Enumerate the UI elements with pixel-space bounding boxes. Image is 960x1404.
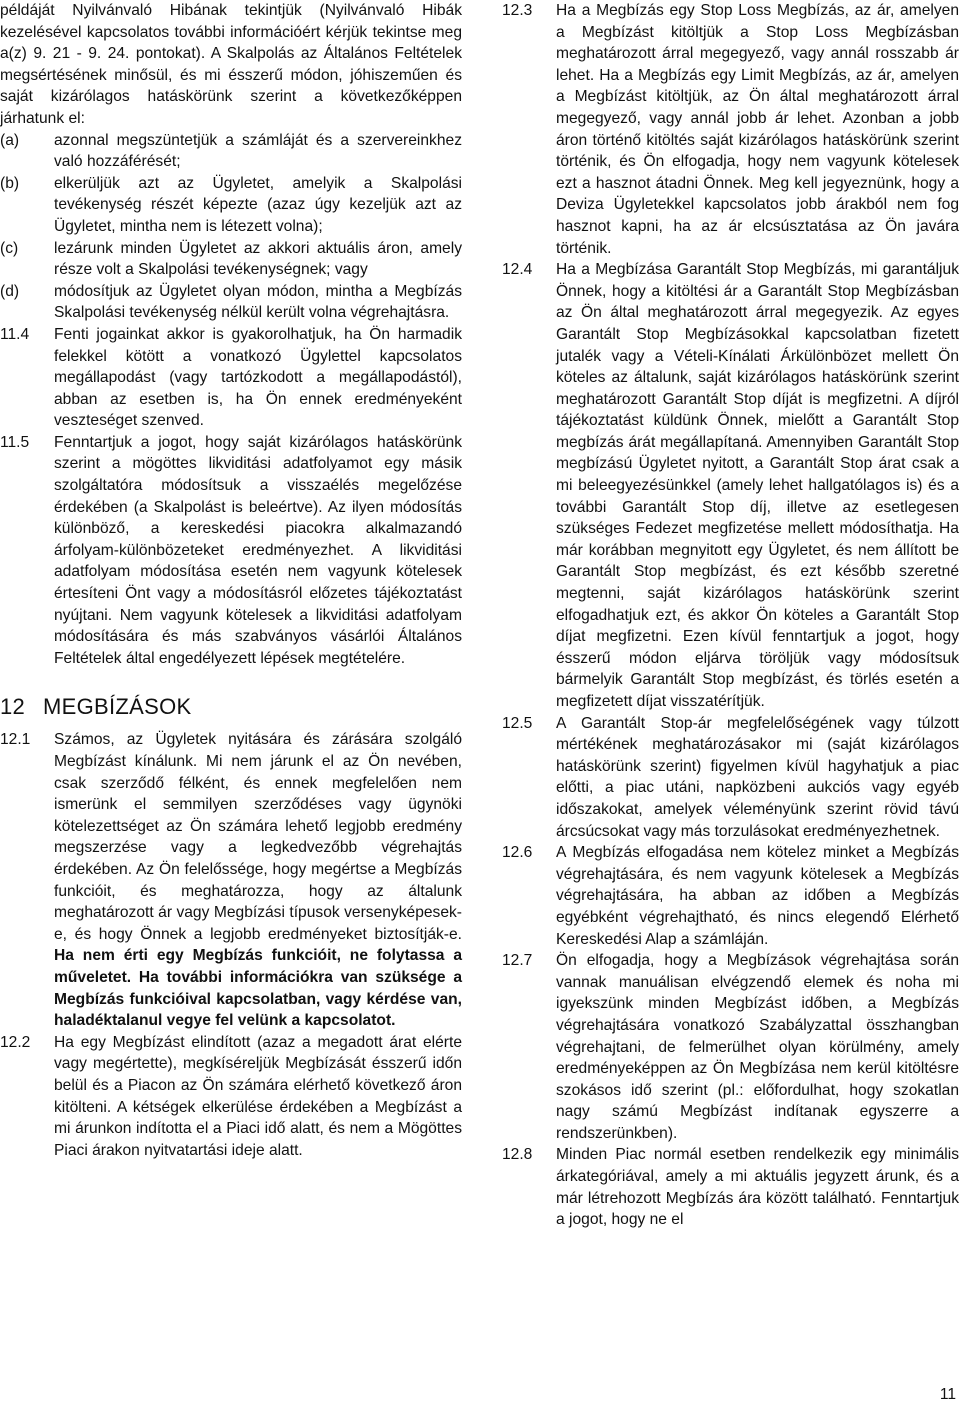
left-column — [0, 0, 462, 1161]
list-item — [0, 130, 462, 173]
clause-bold-text: Ha nem érti egy Megbízás funkcióit, ne folytassa a műveletet. Ha további információkra van szüksége a Megbízás funkcióival kapcsolatban, vagy kérdése van, haladéktalanul vegye fel velünk a kapcsolatot. — [54, 947, 462, 1030]
clause-number: 12.2 — [0, 1033, 31, 1051]
section-title: MEGBÍZÁSOK — [43, 694, 192, 720]
clause — [0, 432, 462, 670]
clause-number: 12.4 — [502, 261, 533, 279]
clause-number: 12.8 — [502, 1146, 533, 1164]
clause-text: Ha a Megbízás egy Stop Loss Megbízás, az ár, amelyen a Megbízást kitöltjük a Stop Loss Megbízásban meghatározott árral megegyező, vagy annál rosszabb ár lehet. Ha a Megbízás egy Limit Megbízás, az ár, amelyen a Megbízást kitöltjük, az Ön által meghatározott árral megegyező, vagy annál jobb ár lehet. Azonban a jobb áron történő kitöltés saját kizárólagos hatáskörünk szerint történik, és Ön elfogadja, hogy nem vagyunk kötelesek ezt a hasznot átadni Önnek. Meg kell jegyeznünk, hogy a Deviza Ügyletekkel kapcsolatos jobb árakból nem fog hasznot kapni, ha az ár elcsúsztatása az Ön javára történik. — [556, 2, 959, 257]
clause-text: Fenntartjuk a jogot, hogy saját kizárólagos hatáskörünk szerint a mögöttes likviditási adatfolyamot egy másik szolgáltatóra módosítsuk a visszaélés megelőzése érdekében (a Skalpolást is beleértve). Az ilyen módosítás különböző, a kereskedési piacokra alkalmazandó árfolyam-különbözeteket eredményezhet. A likviditási adatfolyam módosítása esetén nem vagyunk kötelesek értesíteni Önt vagy a módosításról előzetes tájékoztatást nyújtani. Nem vagyunk kötelesek a likviditási adatfolyam módosítására és más szabványos vásárlói Általános Feltételek által engedélyezett lépések megtételére. — [54, 433, 462, 667]
list-item-text: lezárunk minden Ügyletet az akkori aktuális áron, amely része volt a Skalpolási tevékenységnek; vagy — [54, 239, 462, 279]
clause-number: 12.6 — [502, 844, 533, 862]
list-item — [0, 173, 462, 238]
section-number: 12 — [0, 694, 26, 720]
clause — [0, 324, 462, 432]
section-heading — [0, 693, 462, 721]
clause-text: Ha egy Megbízást elindított (azaz a megadott árat elérte vagy megértette), megkíséreljük Megbízását ésszerű időn belül és a Piacon az Ön számára elérhető következő áron kitölteni. A kétségek elkerülése érdekében a Megbízást a mi árunkon indította el a Piaci idő alatt, és nem a Mögöttes Piaci árakon nyitvatartási ideje alatt. — [54, 1033, 462, 1159]
list-item-text: azonnal megszüntetjük a számláját és a szervereinkhez való hozzáférését; — [54, 131, 462, 171]
clause-text: A Garantált Stop-ár megfelelőségének vagy túlzott mértékének meghatározásakor mi (saját kizárólagos hatáskörünk szerint) figyelmen kívül hagyhatjuk a piac előtti, a piac utáni, napközbeni aukciós vagy egyéb időszakokat, amelyek véleményünk szerint rövid távú árcsúcsokat vagy más torzulásokat eredményezhetnek. — [556, 714, 959, 840]
clause-text: Ön elfogadja, hogy a Megbízások végrehajtása során vannak manuálisan elvégzendő elemek és noha mi igyekszünk minden Megbízást időben, a Megbízás végrehajtására vonatkozó Szabályzattal összhangban végrehajtani, de felmerülhet olyan körülmény, amely eredményeképpen az Ön Megbízása nem kerül kitöltésre szokásos idő szerint (pl.: előfordulhat, hogy szokatlan nagy számú Megbízást indítanak egyszerre a rendszerünkben). — [556, 952, 959, 1142]
clause — [502, 259, 959, 712]
clause — [502, 950, 959, 1144]
clause-number: 12.7 — [502, 952, 533, 970]
clause-text: A Megbízás elfogadása nem kötelez minket a Megbízás végrehajtására, és nem vagyunk kötelesek a Megbízás végrehajtására, ha abban az időben a Megbízás egyébként végrehajtható, és nincs elegendő Elérhető Kereskedési Alap a számláján. — [556, 844, 959, 948]
page-number: 11 — [939, 1386, 956, 1403]
list-item — [0, 281, 462, 324]
clause-number: 12.1 — [0, 731, 31, 749]
clause-number: 11.5 — [0, 433, 30, 451]
list-item-label: (b) — [0, 174, 20, 192]
clause-number: 11.4 — [0, 325, 30, 343]
clause-text: Ha a Megbízása Garantált Stop Megbízás, mi garantáljuk Önnek, hogy a kitöltési ár a Garantált Stop Megbízásban az Ön által meghatározott árral megegyezik. Az egyes Garantált Stop Megbízásokkal kapcsolatban fizetett jutalék vagy a Vételi-Kínálati Árkülönbözet mellett Ön köteles az általunk, saját kizárólagos hatáskörünk szerint meghatározott Garantált Stop díját is megfizetni. A díjról tájékoztatást küldünk Önnek, mielőtt a Garantált Stop megbízás árát megállapítaná. Amennyiben Garantált Stop megbízású Ügyletet nyitott, a Garantált Stop árat csak a mi beleegyezésünkkel (amely lehet hallgatólagos is) és a további Garantált Stop díj, illetve az esetlegesen szükséges Fedezet megfizetése mellett módosíthatja. Ha már korábban megnyitott egy Ügyletet, és nem állított be Garantált Stop megbízást, és ezt később szeretné megtenni, saját kizárólagos hatáskörünk szerint elfogadhatjuk ezt, és akkor Ön köteles a Garantált Stop díjat megfizetni. Ezen kívül fenntartjuk a jogot, hogy ésszerű módon eljárva töröljük vagy módosítsuk bármelyik Garantált Stop megbízást, és törlés esetén a megfizetett díjat visszatérítjük. — [556, 261, 959, 710]
right-column — [502, 0, 959, 1231]
list-item-text: módosítjuk az Ügyletet olyan módon, mintha a Megbízás Skalpolási tevékenység nélkül került volna végrehajtásra. — [54, 282, 462, 322]
clause-text: Minden Piac normál esetben rendelkezik egy minimális árkategóriával, amely a mi aktuális jegyzett árunk, és a már létrehozott Megbízás ára között található. Fenntartjuk a jogot, hogy ne el — [556, 1146, 959, 1229]
clause — [502, 842, 959, 950]
clause — [0, 729, 462, 1031]
list-item-label: (a) — [0, 131, 20, 149]
clause — [502, 713, 959, 843]
clause — [0, 1032, 462, 1162]
clause — [502, 0, 959, 259]
clause-text: Fenti jogainkat akkor is gyakorolhatjuk, ha Ön harmadik felekkel kötött a vonatkozó Ügylettel kapcsolatos megállapodást (vagy tartózkodott a megállapodástól), abban az esetben is, ha Ön ennek eredményeként veszteséget szenved. — [54, 325, 462, 430]
list-item-text: elkerüljük azt az Ügyletet, amelyik a Skalpolási tevékenység részét képezte (azaz úgy kezeljük azt az Ügyletet, mintha nem is létezett volna); — [54, 174, 462, 235]
list-item-label: (c) — [0, 239, 19, 257]
intro-paragraph: példáját Nyilvánvaló Hibának tekintjük (Nyilvánvaló Hibák kezelésével kapcsolatos további információért kérjük tekintse meg a(z) 9. 21 - 9. 24. pontokat). A Skalpolás az Általános Feltételek megsértésének minősül, és mi ésszerű módon, jóhiszeműen és saját kizárólagos hatáskörünk szerint a következőképpen járhatunk el: — [0, 2, 462, 127]
clause-number: 12.5 — [502, 714, 533, 732]
list-item — [0, 238, 462, 281]
list-item-label: (d) — [0, 282, 20, 300]
clause-text: Számos, az Ügyletek nyitására és zárására szolgáló Megbízást kínálunk. Mi nem járunk el az Ön nevében, csak szerződő félként, és ennek megfelelően nem ismerünk el semmilyen szerződéses vagy ügynöki kötelezettséget az Ön számára lehető legjobb eredmény megszerzése vagy a legkedvezőbb végrehajtás érdekében. Az Ön felelőssége, hogy megértse a Megbízás funkcióit, és meghatározza, hogy az általunk meghatározott ár vagy Megbízási típusok versenyképesek-e, és hogy Önnek a legjobb eredményeket biztosítják-e. — [54, 731, 462, 943]
clause-number: 12.3 — [502, 2, 533, 19]
clause — [502, 1144, 959, 1230]
